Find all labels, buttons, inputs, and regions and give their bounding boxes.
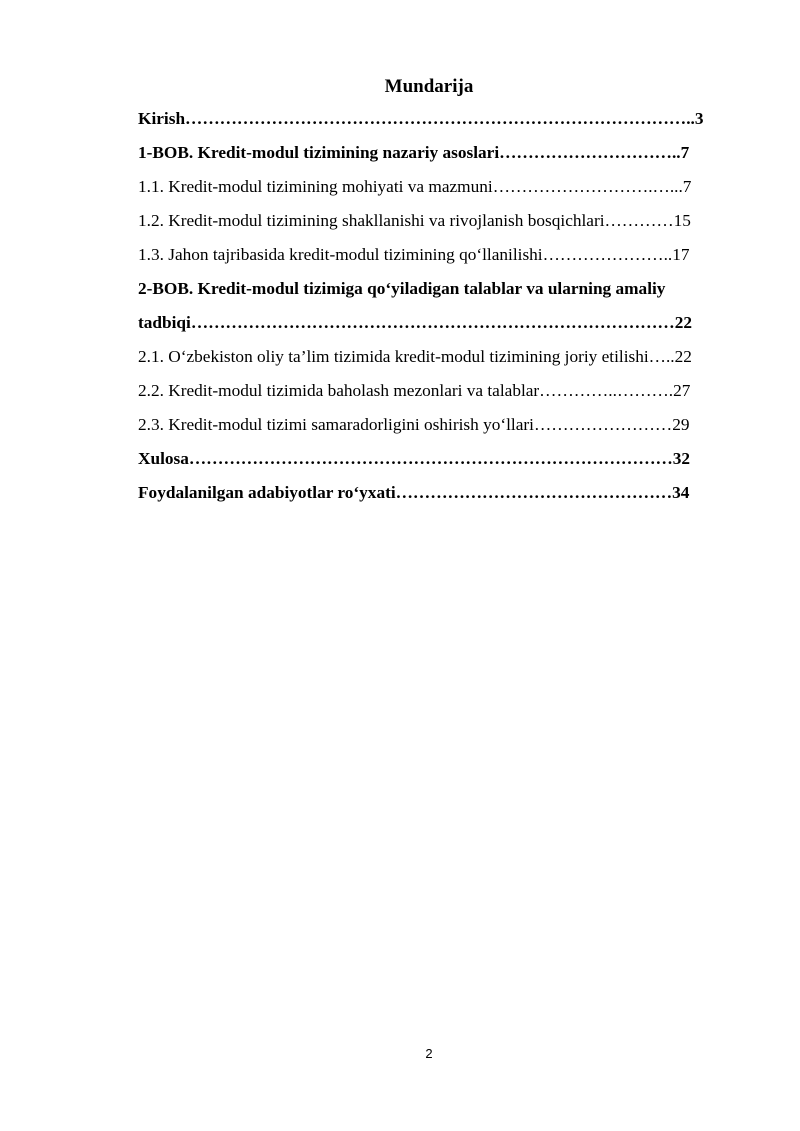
toc-entry-conclusion[interactable]: Xulosa…………………………………………………………………………32 [138,449,691,468]
toc-entry-chapter-2-line-1[interactable]: 2-BOB. Kredit-modul tizimiga qo‘yiladigan talablar va ularning amaliy [138,279,666,298]
table-of-contents [138,102,742,510]
toc-entry-section-1-3[interactable]: 1.3. Jahon tajribasida kredit-modul tizimining qo‘llanilishi…………………..17 [138,245,690,264]
toc-entry-references[interactable]: Foydalanilgan adabiyotlar ro‘yxati…………………………………………34 [138,483,690,502]
toc-entry-section-1-1[interactable]: 1.1. Kredit-modul tizimining mohiyati va mazmuni……………………….…...7 [138,177,692,196]
toc-entry-section-2-3[interactable]: 2.3. Kredit-modul tizimi samaradorligini oshirish yo‘llari……………………29 [138,415,690,434]
toc-entry-section-2-2[interactable]: 2.2. Kredit-modul tizimida baholash mezonlari va talablar…………..……….27 [138,381,691,400]
toc-entry-chapter-1[interactable]: 1-BOB. Kredit-modul tizimining nazariy asoslari…………………………..7 [138,143,690,162]
toc-entry-section-2-1[interactable]: 2.1. O‘zbekiston oliy ta’lim tizimida kredit-modul tizimining joriy etilishi…..22 [138,347,692,366]
toc-entry-section-1-2[interactable]: 1.2. Kredit-modul tizimining shakllanishi va rivojlanish bosqichlari…………15 [138,211,691,230]
page-number: 2 [425,1046,433,1061]
toc-heading: Mundarija [384,76,474,97]
toc-entry-intro[interactable]: Kirish……………………………………………………………………………..3 [138,109,704,128]
toc-entry-chapter-2-line-2[interactable]: tadbiqi…………………………………………………………………………22 [138,313,692,332]
